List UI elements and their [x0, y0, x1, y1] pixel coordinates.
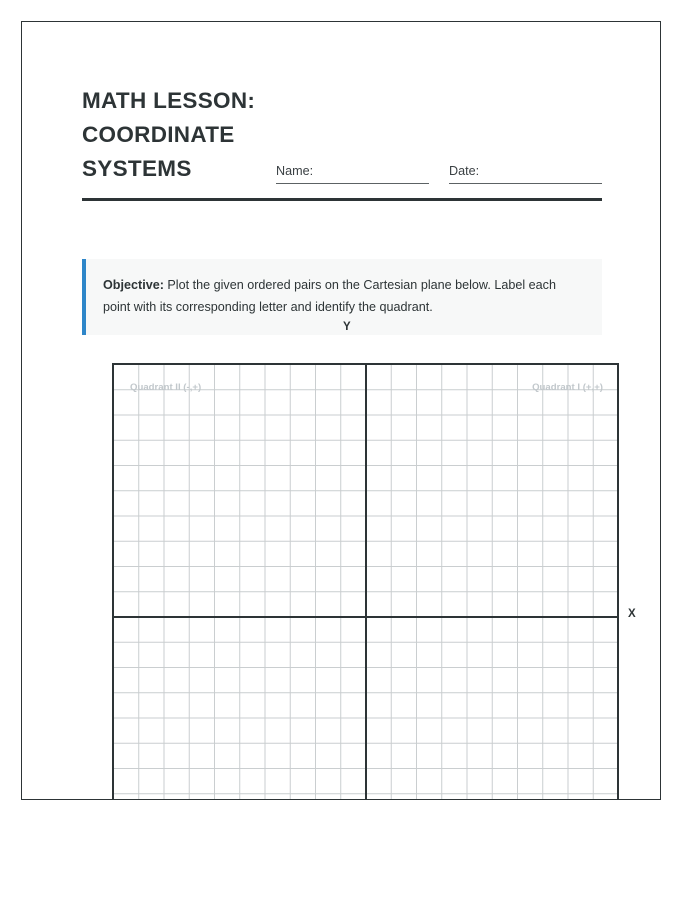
title-row — [82, 84, 602, 187]
x-axis-line — [114, 616, 619, 618]
quadrant-2-label: Quadrant II (-,+) — [130, 382, 202, 393]
objective-body: Plot the given ordered pairs on the Cartesian plane below. Label each point with its corresponding letter and identify the quadrant. — [103, 278, 556, 315]
y-axis-line — [365, 365, 367, 800]
date-input[interactable] — [449, 183, 602, 184]
cartesian-grid[interactable] — [112, 363, 619, 800]
date-field-label: Date: — [449, 164, 480, 178]
coordinate-plane-figure — [91, 321, 636, 800]
name-input[interactable] — [276, 183, 429, 184]
page-title: MATH LESSON: COORDINATE SYSTEMS — [82, 88, 256, 182]
quadrant-1-label: Quadrant I (+,+) — [532, 382, 603, 393]
x-axis-label: X — [628, 608, 636, 620]
y-axis-label: Y — [343, 321, 351, 333]
worksheet-page — [21, 21, 661, 800]
name-date-fields — [276, 84, 602, 184]
name-field-group — [276, 164, 429, 184]
name-field-label: Name: — [276, 164, 314, 178]
header — [82, 84, 602, 201]
header-divider — [82, 198, 602, 201]
objective-heading: Objective: — [103, 278, 164, 292]
date-field-group — [449, 164, 602, 184]
objective-text — [103, 274, 586, 319]
